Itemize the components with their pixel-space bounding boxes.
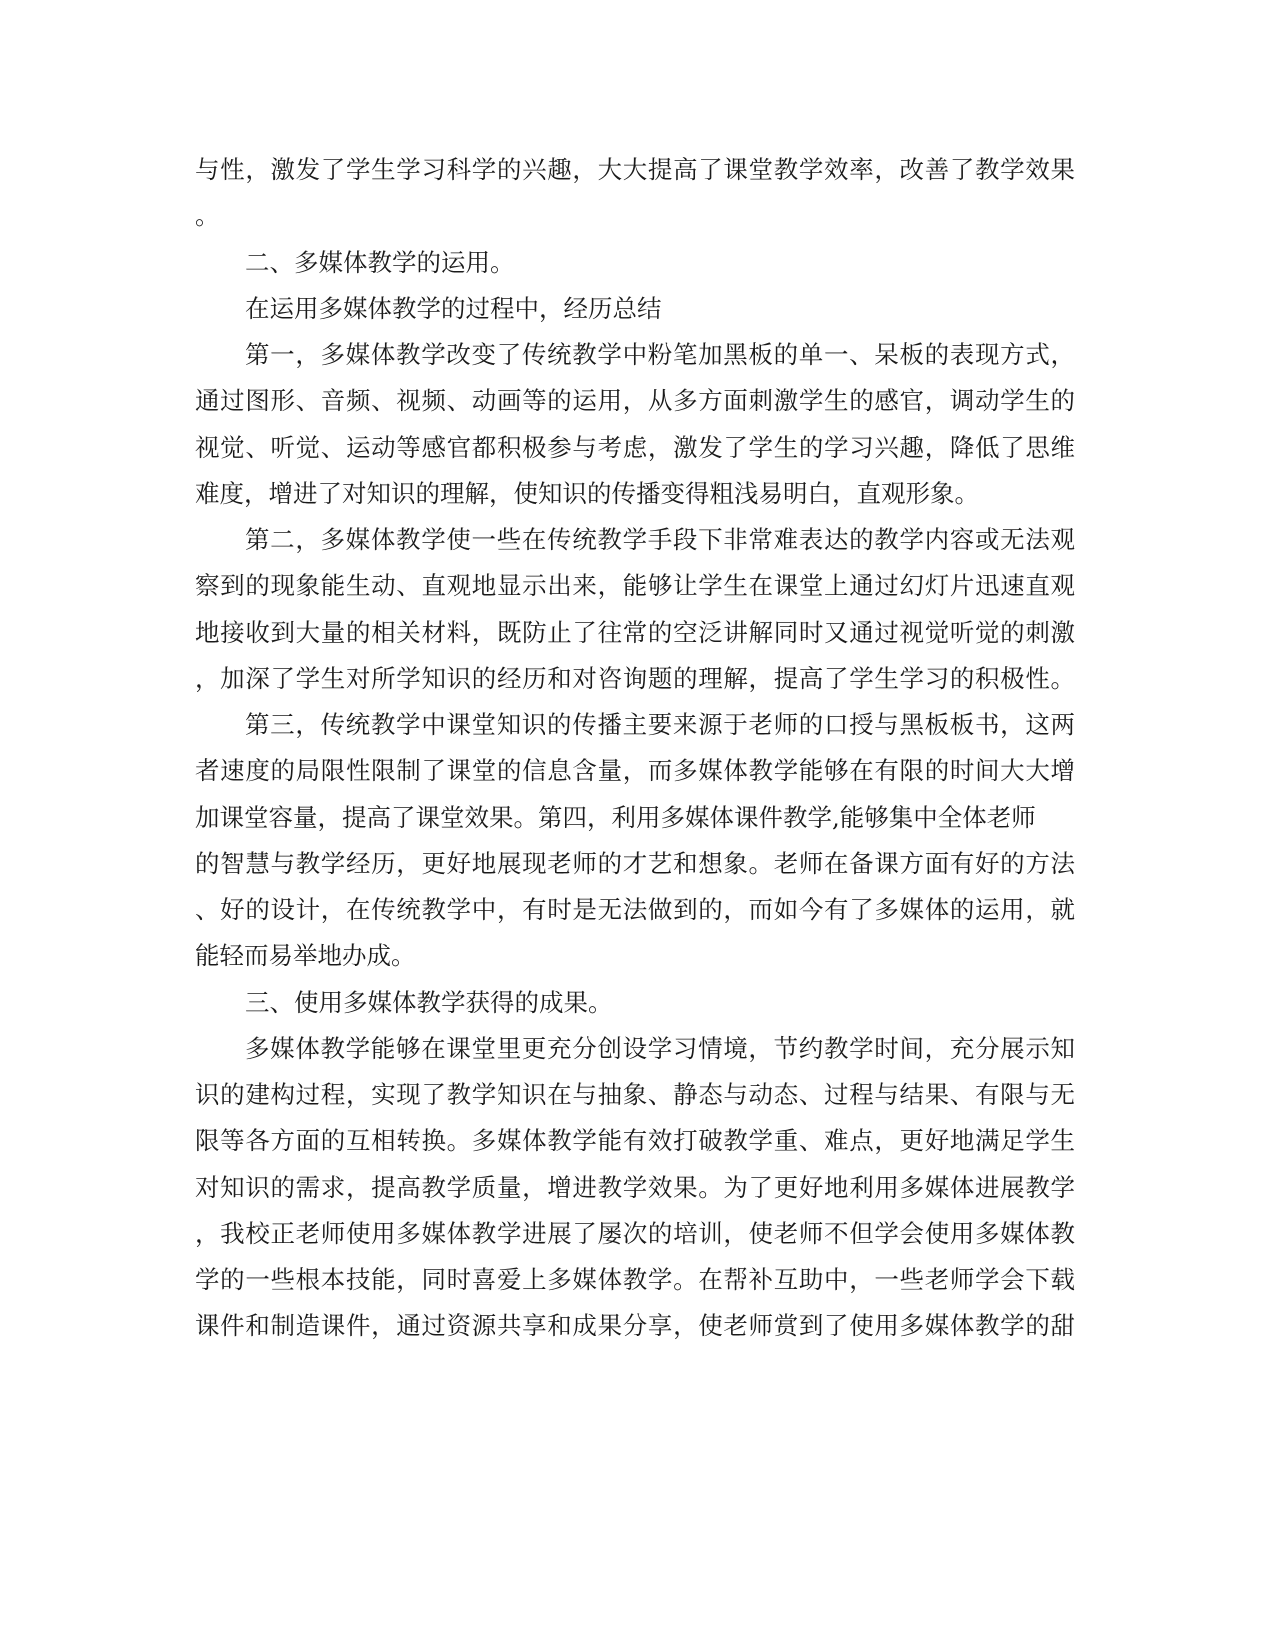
paragraph-line: 通过图形、音频、视频、动画等的运用，从多方面刺激学生的感官，调动学生的 <box>195 386 1075 415</box>
paragraph-line: 识的建构过程，实现了教学知识在与抽象、静态与动态、过程与结果、有限与无 <box>195 1080 1075 1109</box>
paragraph-line: 第一，多媒体教学改变了传统教学中粉笔加黑板的单一、呆板的表现方式， <box>245 340 1075 369</box>
paragraph-line: 第三，传统教学中课堂知识的传播主要来源于老师的口授与黑板板书，这两 <box>245 710 1075 739</box>
paragraph-line: 。 <box>195 201 220 230</box>
paragraph-line: 在运用多媒体教学的过程中，经历总结 <box>245 294 662 323</box>
paragraph-line: 多媒体教学能够在课堂里更充分创设学习情境，节约教学时间，充分展示知 <box>245 1034 1075 1063</box>
section-heading: 二、多媒体教学的运用。 <box>245 248 515 277</box>
paragraph-line: 与性，激发了学生学习科学的兴趣，大大提高了课堂教学效率，改善了教学效果 <box>195 155 1075 184</box>
paragraph-line: 加课堂容量，提高了课堂效果。第四，利用多媒体课件教学,能够集中全体老师 <box>195 803 1036 832</box>
paragraph-line: 视觉、听觉、运动等感官都积极参与考虑，激发了学生的学习兴趣，降低了思维 <box>195 433 1075 462</box>
section-heading: 三、使用多媒体教学获得的成果。 <box>245 988 613 1017</box>
paragraph-line: 察到的现象能生动、直观地显示出来，能够让学生在课堂上通过幻灯片迅速直观 <box>195 571 1075 600</box>
paragraph-line: 、好的设计，在传统教学中，有时是无法做到的，而如今有了多媒体的运用，就 <box>195 895 1075 924</box>
paragraph-line: ，加深了学生对所学知识的经历和对咨询题的理解，提高了学生学习的积极性。 <box>195 664 1075 693</box>
paragraph-line: 者速度的局限性限制了课堂的信息含量，而多媒体教学能够在有限的时间大大增 <box>195 756 1075 785</box>
paragraph-line: ，我校正老师使用多媒体教学进展了屡次的培训，使老师不但学会使用多媒体教 <box>195 1219 1075 1248</box>
paragraph-line: 课件和制造课件，通过资源共享和成果分享，使老师赏到了使用多媒体教学的甜 <box>195 1311 1075 1340</box>
paragraph-line: 学的一些根本技能，同时喜爱上多媒体教学。在帮补互助中，一些老师学会下载 <box>195 1265 1075 1294</box>
paragraph-line: 能轻而易举地办成。 <box>195 941 416 970</box>
paragraph-line: 地接收到大量的相关材料，既防止了往常的空泛讲解同时又通过视觉听觉的刺激 <box>195 618 1075 647</box>
paragraph-line: 对知识的需求，提高教学质量，增进教学效果。为了更好地利用多媒体进展教学 <box>195 1173 1075 1202</box>
paragraph-line: 第二，多媒体教学使一些在传统教学手段下非常难表达的教学内容或无法观 <box>245 525 1075 554</box>
paragraph-line: 限等各方面的互相转换。多媒体教学能有效打破教学重、难点，更好地满足学生 <box>195 1126 1075 1155</box>
paragraph-line: 难度，增进了对知识的理解，使知识的传播变得粗浅易明白，直观形象。 <box>195 479 979 508</box>
paragraph-line: 的智慧与教学经历，更好地展现老师的才艺和想象。老师在备课方面有好的方法 <box>195 849 1075 878</box>
